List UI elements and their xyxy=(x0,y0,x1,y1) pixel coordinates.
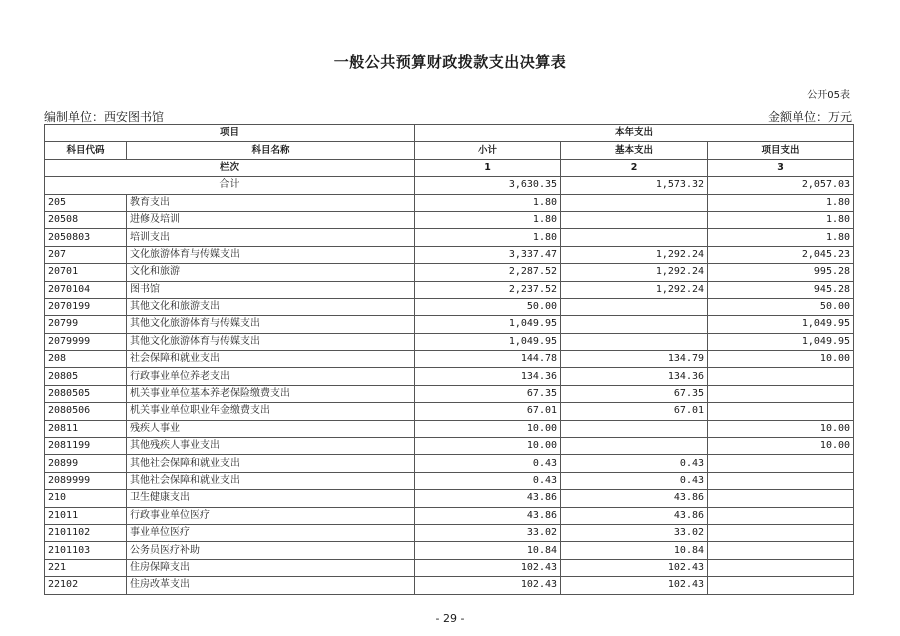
form-code: 公开05表 xyxy=(807,90,850,101)
table-row xyxy=(45,368,854,385)
row-subtotal: 1.80 xyxy=(415,229,561,246)
row-code: 20701 xyxy=(45,264,127,281)
row-subtotal: 134.36 xyxy=(415,368,561,385)
row-subtotal: 1,049.95 xyxy=(415,316,561,333)
row-name: 其他社会保障和就业支出 xyxy=(127,472,415,489)
row-project: 1.80 xyxy=(708,211,854,228)
row-project xyxy=(708,403,854,420)
row-project xyxy=(708,455,854,472)
table-row xyxy=(45,351,854,368)
table-row xyxy=(45,524,854,541)
row-basic xyxy=(561,211,708,228)
row-basic: 33.02 xyxy=(561,524,708,541)
row-name: 文化和旅游 xyxy=(127,264,415,281)
row-code: 20805 xyxy=(45,368,127,385)
row-project xyxy=(708,524,854,541)
row-name: 残疾人事业 xyxy=(127,420,415,437)
table-row xyxy=(45,472,854,489)
row-name: 其他文化旅游体育与传媒支出 xyxy=(127,333,415,350)
row-basic: 43.86 xyxy=(561,507,708,524)
row-subtotal: 43.86 xyxy=(415,507,561,524)
row-name: 卫生健康支出 xyxy=(127,490,415,507)
row-project: 10.00 xyxy=(708,351,854,368)
row-name: 文化旅游体育与传媒支出 xyxy=(127,246,415,263)
row-project: 1,049.95 xyxy=(708,333,854,350)
table-row xyxy=(45,264,854,281)
row-basic xyxy=(561,298,708,315)
row-code: 20899 xyxy=(45,455,127,472)
row-code: 208 xyxy=(45,351,127,368)
row-basic: 10.84 xyxy=(561,542,708,559)
row-subtotal: 1.80 xyxy=(415,211,561,228)
row-basic: 67.35 xyxy=(561,385,708,402)
row-project: 1,049.95 xyxy=(708,316,854,333)
row-name: 事业单位医疗 xyxy=(127,524,415,541)
row-name: 住房改革支出 xyxy=(127,577,415,594)
table-row xyxy=(45,281,854,298)
table-row xyxy=(45,577,854,594)
row-code: 20811 xyxy=(45,420,127,437)
row-code: 2050803 xyxy=(45,229,127,246)
total-basic: 1,573.32 xyxy=(561,177,708,194)
row-code: 2080506 xyxy=(45,403,127,420)
table-row xyxy=(45,403,854,420)
header-row-1 xyxy=(45,125,854,142)
row-project: 50.00 xyxy=(708,298,854,315)
total-row xyxy=(45,177,854,194)
page-title: 一般公共预算财政拨款支出决算表 xyxy=(333,53,567,71)
amount-unit: 金额单位：万元 xyxy=(767,110,852,124)
row-project xyxy=(708,559,854,576)
row-code: 2089999 xyxy=(45,472,127,489)
row-name: 机关事业单位职业年金缴费支出 xyxy=(127,403,415,420)
row-basic: 1,292.24 xyxy=(561,264,708,281)
row-code: 21011 xyxy=(45,507,127,524)
table-row xyxy=(45,385,854,402)
row-code: 207 xyxy=(45,246,127,263)
row-code: 2070104 xyxy=(45,281,127,298)
row-basic: 134.79 xyxy=(561,351,708,368)
table-row xyxy=(45,316,854,333)
row-project xyxy=(708,507,854,524)
row-name: 公务员医疗补助 xyxy=(127,542,415,559)
row-name: 培训支出 xyxy=(127,229,415,246)
row-subtotal: 2,237.52 xyxy=(415,281,561,298)
header-row-2 xyxy=(45,142,854,159)
page-number: - 29 - xyxy=(435,612,465,625)
table-row xyxy=(45,490,854,507)
row-name: 行政事业单位医疗 xyxy=(127,507,415,524)
row-name: 其他残疾人事业支出 xyxy=(127,438,415,455)
row-subtotal: 2,287.52 xyxy=(415,264,561,281)
table-row xyxy=(45,542,854,559)
row-subtotal: 67.35 xyxy=(415,385,561,402)
table-row xyxy=(45,420,854,437)
total-subtotal: 3,630.35 xyxy=(415,177,561,194)
row-project: 10.00 xyxy=(708,420,854,437)
row-code: 210 xyxy=(45,490,127,507)
row-basic xyxy=(561,194,708,211)
row-project: 1.80 xyxy=(708,194,854,211)
row-name: 行政事业单位养老支出 xyxy=(127,368,415,385)
table-row xyxy=(45,438,854,455)
table-row xyxy=(45,333,854,350)
row-name: 社会保障和就业支出 xyxy=(127,351,415,368)
row-project xyxy=(708,385,854,402)
expenditure-table xyxy=(44,124,854,595)
table-row xyxy=(45,507,854,524)
compiling-unit: 编制单位：西安图书馆 xyxy=(44,110,165,124)
row-subtotal: 0.43 xyxy=(415,455,561,472)
row-basic: 102.43 xyxy=(561,577,708,594)
row-subtotal: 144.78 xyxy=(415,351,561,368)
row-name: 机关事业单位基本养老保险缴费支出 xyxy=(127,385,415,402)
row-basic xyxy=(561,333,708,350)
header-col2: 2 xyxy=(561,159,708,176)
row-project: 10.00 xyxy=(708,438,854,455)
row-project xyxy=(708,490,854,507)
table-row xyxy=(45,211,854,228)
header-row-3 xyxy=(45,159,854,176)
row-subtotal: 1,049.95 xyxy=(415,333,561,350)
row-project xyxy=(708,542,854,559)
row-project: 995.28 xyxy=(708,264,854,281)
row-basic: 102.43 xyxy=(561,559,708,576)
row-name: 其他社会保障和就业支出 xyxy=(127,455,415,472)
row-code: 2079999 xyxy=(45,333,127,350)
row-subtotal: 67.01 xyxy=(415,403,561,420)
row-subtotal: 102.43 xyxy=(415,559,561,576)
row-basic xyxy=(561,420,708,437)
row-subtotal: 43.86 xyxy=(415,490,561,507)
total-label: 合计 xyxy=(45,177,415,194)
header-col-order: 栏次 xyxy=(45,159,415,176)
table-row xyxy=(45,229,854,246)
row-basic: 0.43 xyxy=(561,455,708,472)
row-project xyxy=(708,577,854,594)
table-row xyxy=(45,559,854,576)
header-col3: 3 xyxy=(708,159,854,176)
row-code: 2101102 xyxy=(45,524,127,541)
row-basic: 134.36 xyxy=(561,368,708,385)
header-col1: 1 xyxy=(415,159,561,176)
row-code: 2070199 xyxy=(45,298,127,315)
row-name: 其他文化旅游体育与传媒支出 xyxy=(127,316,415,333)
row-name: 其他文化和旅游支出 xyxy=(127,298,415,315)
row-code: 221 xyxy=(45,559,127,576)
row-code: 20799 xyxy=(45,316,127,333)
row-project: 945.28 xyxy=(708,281,854,298)
table-row xyxy=(45,298,854,315)
table-row xyxy=(45,246,854,263)
row-project xyxy=(708,368,854,385)
row-code: 205 xyxy=(45,194,127,211)
row-name: 教育支出 xyxy=(127,194,415,211)
row-subtotal: 102.43 xyxy=(415,577,561,594)
header-code: 科目代码 xyxy=(45,142,127,159)
row-basic: 43.86 xyxy=(561,490,708,507)
row-basic xyxy=(561,229,708,246)
row-name: 住房保障支出 xyxy=(127,559,415,576)
row-name: 图书馆 xyxy=(127,281,415,298)
header-name: 科目名称 xyxy=(127,142,415,159)
row-code: 2101103 xyxy=(45,542,127,559)
row-basic xyxy=(561,316,708,333)
row-code: 20508 xyxy=(45,211,127,228)
row-project: 1.80 xyxy=(708,229,854,246)
header-project: 项目 xyxy=(45,125,415,142)
row-subtotal: 10.00 xyxy=(415,420,561,437)
row-subtotal: 0.43 xyxy=(415,472,561,489)
table-row xyxy=(45,455,854,472)
header-basic: 基本支出 xyxy=(561,142,708,159)
row-basic: 1,292.24 xyxy=(561,246,708,263)
row-basic xyxy=(561,438,708,455)
row-basic: 67.01 xyxy=(561,403,708,420)
row-code: 2081199 xyxy=(45,438,127,455)
row-project: 2,045.23 xyxy=(708,246,854,263)
total-project: 2,057.03 xyxy=(708,177,854,194)
row-basic: 0.43 xyxy=(561,472,708,489)
header-subtotal: 小计 xyxy=(415,142,561,159)
row-subtotal: 10.84 xyxy=(415,542,561,559)
row-subtotal: 1.80 xyxy=(415,194,561,211)
row-name: 进修及培训 xyxy=(127,211,415,228)
header-project-exp: 项目支出 xyxy=(708,142,854,159)
row-code: 2080505 xyxy=(45,385,127,402)
row-subtotal: 50.00 xyxy=(415,298,561,315)
table-row xyxy=(45,194,854,211)
row-project xyxy=(708,472,854,489)
header-current-year: 本年支出 xyxy=(415,125,854,142)
row-subtotal: 33.02 xyxy=(415,524,561,541)
row-code: 22102 xyxy=(45,577,127,594)
row-subtotal: 3,337.47 xyxy=(415,246,561,263)
row-subtotal: 10.00 xyxy=(415,438,561,455)
row-basic: 1,292.24 xyxy=(561,281,708,298)
